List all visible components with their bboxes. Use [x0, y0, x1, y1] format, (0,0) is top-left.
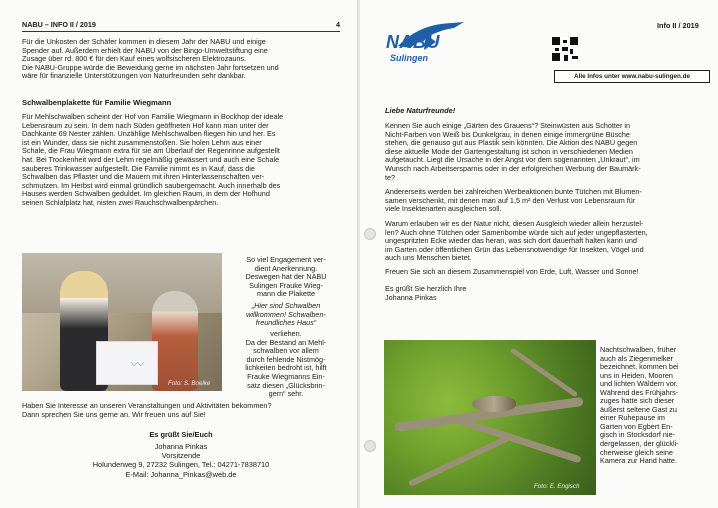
side-line: gern“ sehr. [268, 389, 304, 399]
section-line: Schwalben das Pflaster und die Mauern mit ihren Hinterlassenschaften ver- [22, 172, 265, 182]
right-body-3 [385, 220, 713, 263]
greeting: Es grüßt Sie/Euch [149, 430, 213, 439]
closing-text [22, 402, 340, 419]
body-line: Warum erlauben wir es der Natur nicht, diesen Ausgleich wieder allein herzustel- [385, 219, 644, 228]
side-line: schwalben vor allem [253, 346, 319, 356]
quote-line: willkommen! Schwalben- [246, 309, 326, 319]
quote-line: „Hier sind Schwalben [251, 301, 321, 310]
intro-line: wäre für finanzielle Unterstützungen von Naturfreunden sehr dankbar. [22, 71, 246, 81]
section-line: hat. Bei Trockenheit wird der Lehm regelmäßig gewässert und auch eine Schale [22, 154, 280, 164]
body-line: stehen, die genauso gut aus Plastik sein könnten. Die Aktion des NABU gegen [385, 138, 638, 148]
caption-line: gisch in Stocksdorf nie- [600, 430, 675, 440]
nightjar-bird [472, 396, 516, 412]
closing-line: Dann sprechen Sie uns gerne an. Wir freuen uns auf Sie! [22, 409, 206, 419]
caption-line: und lichten Wäldern vor. [600, 379, 678, 389]
right-body-1 [385, 122, 713, 182]
side-text-b [232, 330, 340, 399]
section-line: ist ein Wunder, dass sie nicht zusammenstoßen. Sie holen Lehm aus einer [22, 137, 262, 147]
body-line: Andererseits werden bei zahlreichen Werbeaktionen bunte Tütchen mit Blumen- [385, 187, 642, 196]
signature-line: Vorsitzende [161, 451, 201, 461]
right-page [360, 0, 718, 508]
section-line: Hauses werden Schwalben geduldet. Im gleichen Raum, in dem der Hofhund [22, 189, 270, 199]
body-line: aufgetaucht. Liegt die Ursache in der Angst vor dem sogenannten „Unkraut“, im [385, 155, 640, 165]
intro-line: Für die Unkosten der Schäfer kommen in diesem Jahr der NABU und einige [22, 37, 266, 46]
side-line: Deswegen hat der NABU [245, 272, 327, 282]
caption-line: einer Ruhepause im [600, 413, 665, 423]
logo-subtitle: Sulingen [390, 53, 428, 63]
website-banner: Alle Infos unter www.nabu-sulingen.de [554, 70, 710, 83]
section-line: schmutzen. Im Herbst wird einmal gründlich saubergemacht. Auch innerhalb des [22, 180, 281, 190]
award-photo [22, 253, 222, 391]
nightjar-caption [600, 346, 710, 466]
nightjar-photo [384, 340, 596, 495]
greeting-line: Johanna Pinkas [385, 292, 437, 302]
signature-line: E-Mail: Johanna_Pinkas@web.de [125, 469, 237, 479]
body-line: ungespritzten Ecke wieder das heran, was sich dort dauerhaft halten kann und [385, 236, 637, 246]
right-body-4 [385, 268, 713, 277]
caption-line: Kamera zur Hand hatte. [600, 456, 677, 466]
side-line: dient Anerkennung. [254, 263, 318, 273]
body-line: auch uns Menschen bietet. [385, 253, 472, 263]
body-line: te? [385, 172, 396, 182]
greeting-line: Es grüßt Sie herzlich Ihre [385, 284, 467, 293]
section-heading: Schwalbenplakette für Familie Wiegmann [22, 98, 172, 107]
closing-line: Haben Sie Interesse an unseren Veranstaltungen und Aktivitäten bekommen? [22, 401, 272, 410]
section-line: Dachkante 69 Nester zählen. Unzählige Mehlschwalben fliegen hin und her. Es [22, 129, 276, 139]
body-line: Freuen Sie sich an diesem Zusammenspiel von Erde, Luft, Wasser und Sonne! [385, 267, 639, 276]
swallow-plaque [96, 341, 158, 385]
left-page [0, 0, 358, 508]
caption-line: Nachtschwalben, früher [600, 345, 677, 354]
caption-line: äußerst seltene Gast zu [600, 404, 677, 414]
body-line: viele Insektenarten ausgleichen soll. [385, 204, 502, 214]
side-line: mann die Plakette [256, 289, 316, 299]
body-line: Wunsch nach Arbeitsersparnis oder in der erfolgreichen Werbung der Baumärk- [385, 163, 641, 173]
side-line: satz diesen „Glücksbrin- [247, 380, 325, 390]
photo-credit-right: Foto: E. Engisch [534, 483, 580, 490]
intro-text [22, 38, 340, 81]
caption-line: Garten von Egbert En- [600, 421, 673, 431]
side-line: durch fehlende Nistmög- [246, 354, 326, 364]
intro-line: Spender auf. Außerdem erhielt der NABU von der Bingo-Umweltstiftung eine [22, 45, 268, 55]
side-line: Frauke Wiegmanns Ein- [247, 371, 325, 381]
side-line: Sulingen Frauke Wieg- [249, 280, 323, 290]
caption-line: cherweise gleich seine [600, 447, 673, 457]
body-line: Nicht-Farben von Weiß bis Dunkelgrau, in denen einige immergrüne Büsche [385, 129, 630, 139]
plaque-quote [232, 302, 340, 328]
signature [22, 442, 340, 479]
body-line: samen verschenkt, mit denen man auf 1,5 m² den Verlust von Lebensraum für [385, 195, 636, 205]
binder-hole [364, 228, 376, 240]
side-text-a [232, 256, 340, 299]
body-line: len? Auch ohne Tütchen oder Samenbombe würde sich auf jeder ungepflasterten, [385, 227, 648, 237]
side-line: verliehen. [270, 329, 302, 338]
quote-line: freundliches Haus“ [255, 318, 317, 328]
intro-line: Zusage über rd. 800 € für den Kauf eines wolfsischeren Elektrozauns. [22, 54, 247, 64]
caption-line: auch als Ziegenmelker [600, 353, 673, 363]
left-page-header [22, 20, 340, 32]
signature-line: Holunderweg 9, 27232 Sulingen, Tel.: 04271-7838710 [92, 460, 270, 470]
caption-line: bezeichnet, kommen bei [600, 362, 679, 372]
side-line: Da der Bestand an Mehl- [245, 337, 327, 347]
photo-credit-left: Foto: S. Boelke [168, 380, 211, 387]
body-line: diese aktuelle Mode der Gartengestaltung ist schon in verschiedenen Medien [385, 146, 633, 156]
section-line: sauberes Trinkwasser aufgestellt. Die Familie nimmt es in Kauf, dass die [22, 163, 255, 173]
caption-line: Während des Frühjahrs- [600, 387, 679, 397]
logo-wordmark: NABU [386, 32, 440, 52]
salutation: Liebe Naturfreunde! [385, 106, 456, 115]
intro-line: Die NABU-Gruppe würde die Beweidung gerne im nächsten Jahr fortsetzen und [22, 62, 279, 72]
binder-hole [364, 440, 376, 452]
swallow-icon: 〰 [131, 357, 145, 372]
section-text [22, 113, 340, 208]
qr-code-icon[interactable] [552, 37, 578, 61]
side-line: So viel Engagement ver- [246, 255, 326, 264]
right-body-2 [385, 188, 713, 214]
body-line: Kennen Sie auch einige „Gärten des Grauens“? Steinwüsten aus Schotter in [385, 121, 631, 130]
caption-line: zuges hatte sich dieser [600, 396, 675, 406]
section-line: Für Mehlschwalben scheint der Hof von Familie Wiegmann in Bockhop der ideale [22, 112, 284, 121]
left-header-title: NABU – INFO II / 2019 [22, 20, 96, 29]
caption-line: dergelassen, der glückli- [600, 439, 679, 449]
section-line: Schale, die Frau Wiegmann extra für sie am Überlauf der Regenrinne aufgestellt [22, 146, 280, 156]
signature-line: Johanna Pinkas [154, 442, 208, 451]
right-greeting [385, 285, 713, 302]
caption-line: uns in Heiden, Mooren [600, 370, 673, 380]
right-header: Info II / 2019 [657, 21, 699, 30]
page-number: 4 [336, 20, 340, 29]
side-line: lichkeiten bedroht ist, hilft [245, 363, 327, 373]
section-line: seinen Schlafplatz hat, nisten zwei Rauchschwalbenpärchen. [22, 197, 219, 207]
section-line: Lebensraum zu sein. In dem nach Süden geöffneten Hof kann man unter der [22, 120, 269, 130]
body-line: im Garten oder öffentlichen Grün das Lebensnotwendige für Insekten, Vögel und [385, 244, 644, 254]
photo-person-right [152, 291, 198, 391]
